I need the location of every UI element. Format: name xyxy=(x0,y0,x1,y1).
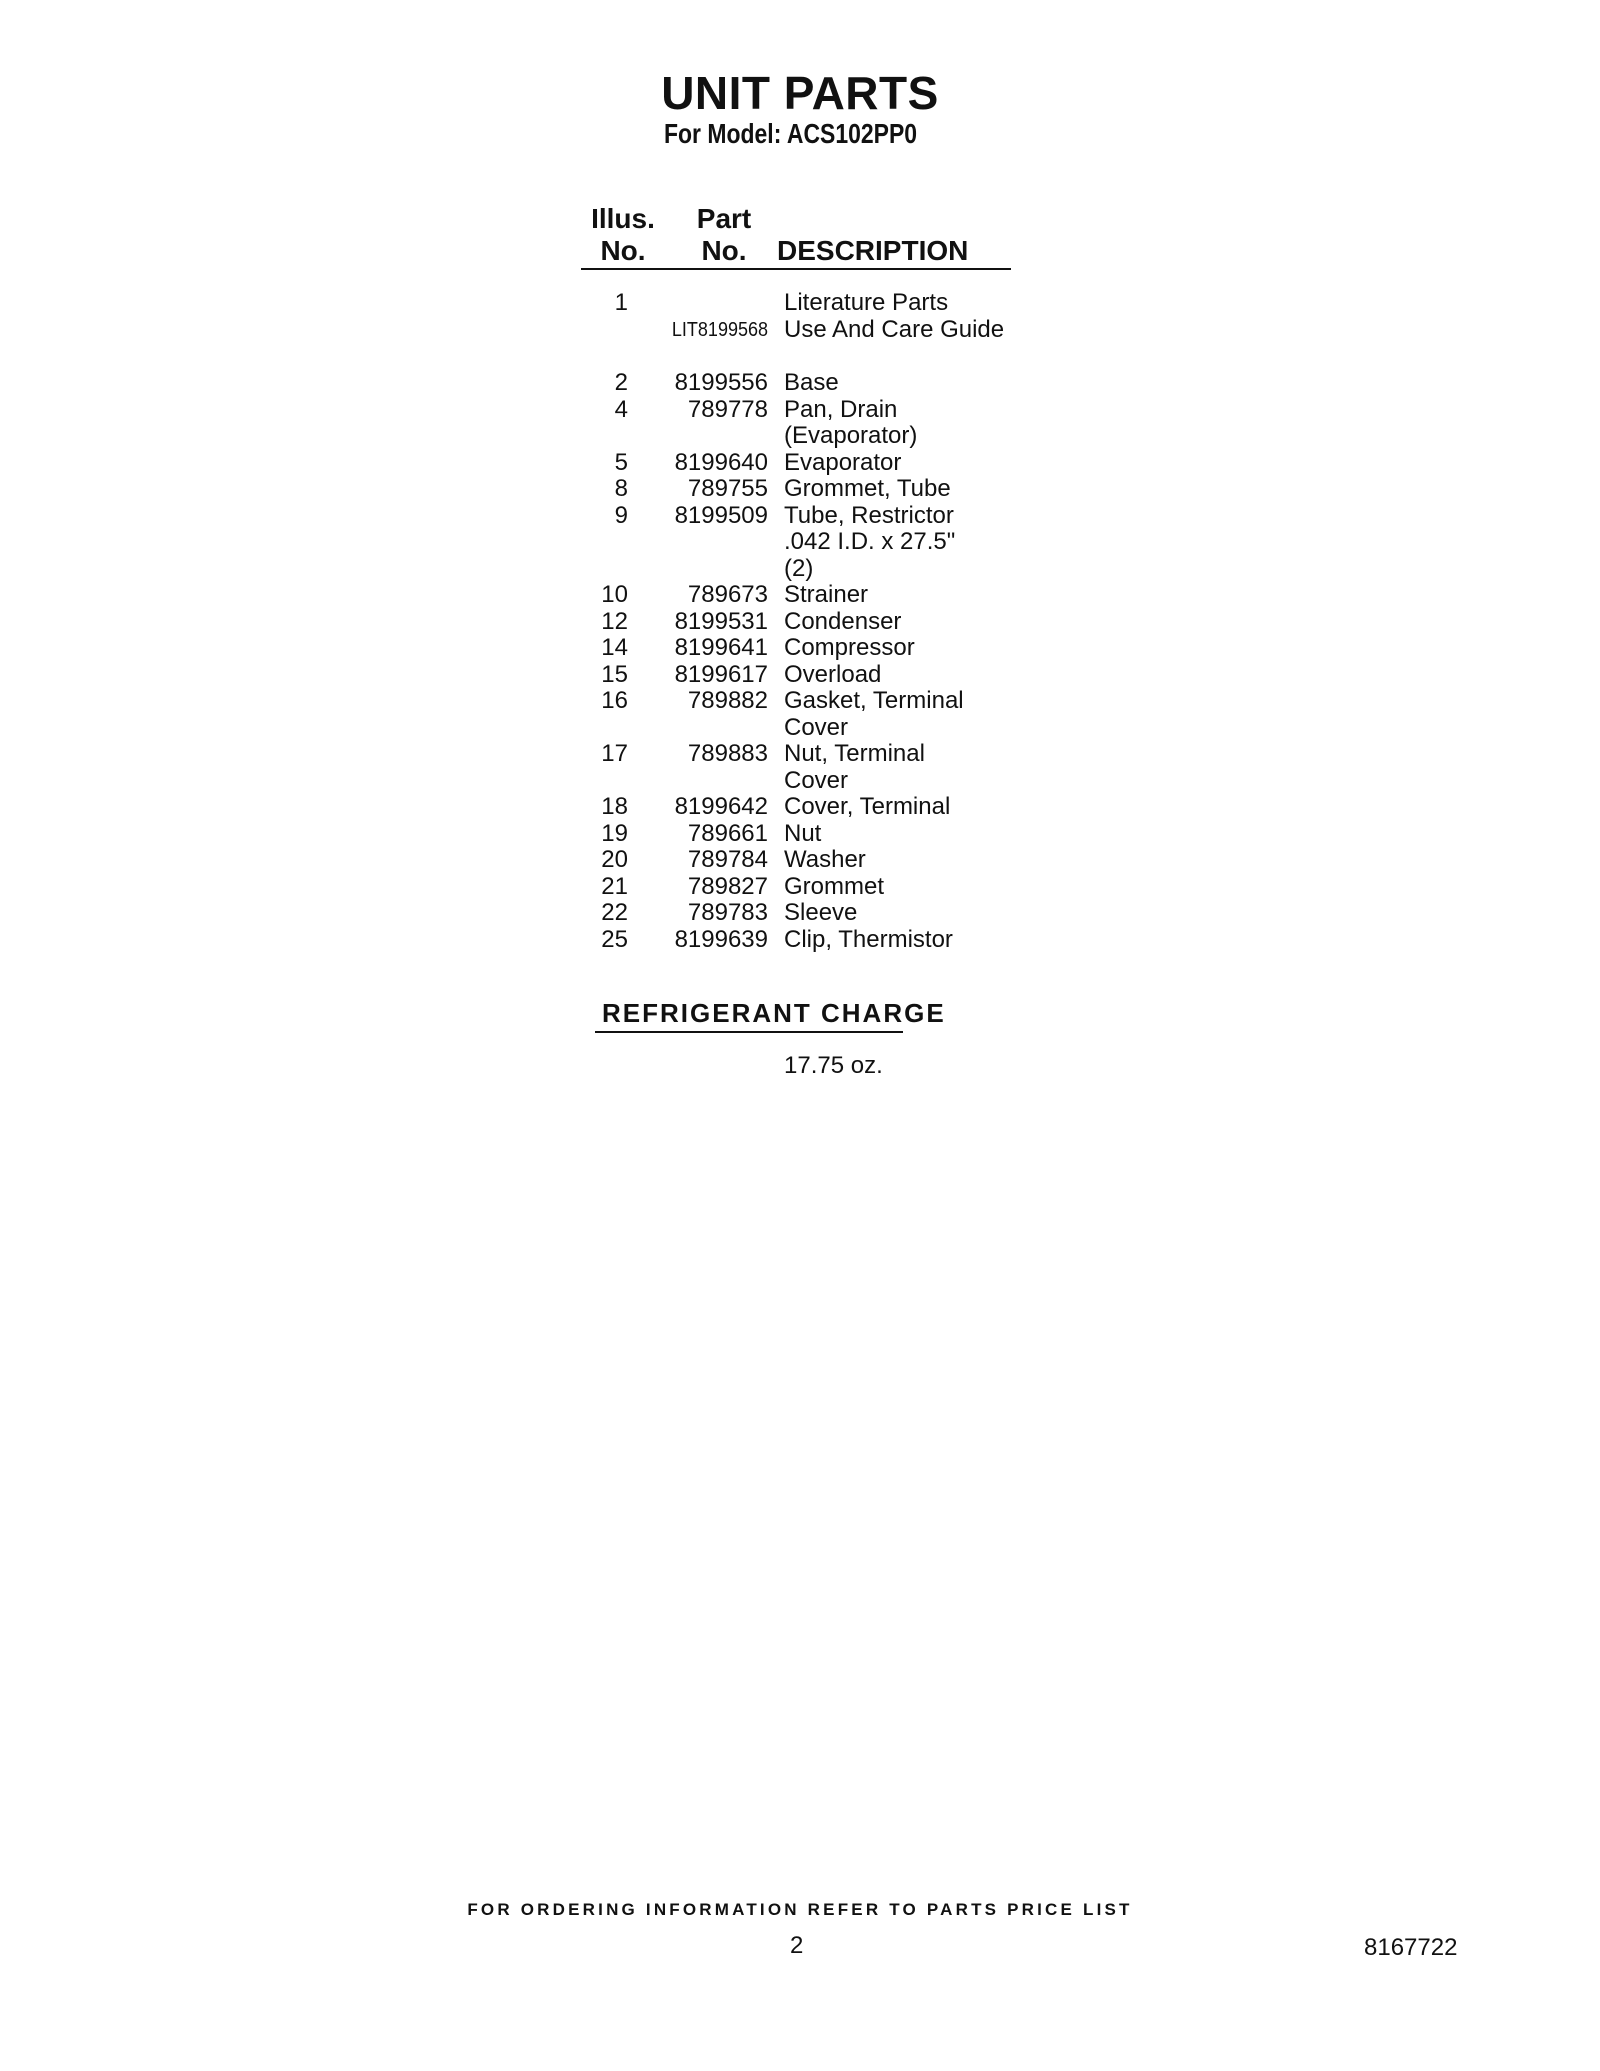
part-description: Compressor xyxy=(784,634,915,661)
part-description: Cover xyxy=(784,714,849,741)
part-header-line2: No. xyxy=(701,235,747,266)
illus-number: 5 xyxy=(614,449,628,476)
illus-number: 2 xyxy=(614,369,628,396)
parts-row xyxy=(0,370,1600,397)
part-number: 8199642 xyxy=(674,793,768,820)
part-description: Overload xyxy=(784,661,882,688)
part-number: 789827 xyxy=(687,873,768,900)
page-title: UNIT PARTS xyxy=(661,67,939,119)
parts-row xyxy=(0,874,1600,901)
parts-row xyxy=(0,662,1600,689)
parts-row xyxy=(0,476,1600,503)
parts-row xyxy=(0,397,1600,424)
part-description: Grommet xyxy=(784,873,885,900)
illus-number: 8 xyxy=(614,475,628,502)
parts-row xyxy=(0,821,1600,848)
part-number: 8199641 xyxy=(674,634,768,661)
part-description: Sleeve xyxy=(784,899,858,926)
illus-number: 18 xyxy=(601,793,628,820)
part-number: 8199639 xyxy=(674,926,768,953)
part-description: Nut xyxy=(784,820,822,847)
parts-row xyxy=(0,715,1600,742)
illus-number: 10 xyxy=(601,581,628,608)
part-description: Evaporator xyxy=(784,449,902,476)
part-description: Clip, Thermistor xyxy=(784,926,953,953)
part-description: (2) xyxy=(784,555,814,582)
parts-row xyxy=(0,635,1600,662)
illus-header-line1: Illus. xyxy=(591,203,655,234)
model-subtitle: For Model: ACS102PP0 xyxy=(664,118,918,149)
parts-row xyxy=(0,423,1600,450)
parts-row xyxy=(0,503,1600,530)
illus-number: 22 xyxy=(601,899,628,926)
part-number: 8199509 xyxy=(674,502,768,529)
illus-number: 21 xyxy=(601,873,628,900)
part-number: 8199640 xyxy=(674,449,768,476)
parts-row xyxy=(0,317,1600,344)
part-description: (Evaporator) xyxy=(784,422,918,449)
illus-number: 20 xyxy=(601,846,628,873)
parts-row xyxy=(0,847,1600,874)
illus-number: 17 xyxy=(601,740,628,767)
parts-row xyxy=(0,556,1600,583)
refrigerant-underline xyxy=(595,1031,903,1033)
part-description: Cover xyxy=(784,767,849,794)
part-number: 8199556 xyxy=(674,369,768,396)
part-number: 789784 xyxy=(687,846,768,873)
page-number: 2 xyxy=(790,1932,804,1959)
illus-number: 4 xyxy=(614,396,628,423)
part-description: Nut, Terminal xyxy=(784,740,925,767)
parts-row xyxy=(0,900,1600,927)
part-header-line1: Part xyxy=(696,203,752,234)
illus-no-header xyxy=(584,203,662,267)
part-number: 8199617 xyxy=(674,661,768,688)
illus-number: 1 xyxy=(614,289,628,316)
parts-row xyxy=(0,290,1600,317)
part-description: Washer xyxy=(784,846,866,873)
illus-number: 19 xyxy=(601,820,628,847)
illus-header-line2: No. xyxy=(600,235,646,266)
part-description: .042 I.D. x 27.5" xyxy=(784,528,956,555)
parts-row xyxy=(0,741,1600,768)
illus-number: 14 xyxy=(601,634,628,661)
header-underline xyxy=(581,268,1011,270)
parts-row xyxy=(0,609,1600,636)
part-description: Cover, Terminal xyxy=(784,793,951,820)
illus-number: 25 xyxy=(601,926,628,953)
parts-row xyxy=(0,794,1600,821)
part-description: Literature Parts xyxy=(784,289,949,316)
illus-number: 16 xyxy=(601,687,628,714)
part-description: Pan, Drain xyxy=(784,396,898,423)
parts-row xyxy=(0,927,1600,954)
part-number: 789783 xyxy=(687,899,768,926)
part-description: Base xyxy=(784,369,839,396)
part-number: LIT8199568 xyxy=(671,319,768,341)
part-number: 789673 xyxy=(687,581,768,608)
part-number: 789661 xyxy=(687,820,768,847)
ordering-info-note: FOR ORDERING INFORMATION REFER TO PARTS PRICE LIST xyxy=(467,1900,1133,1919)
part-number: 8199531 xyxy=(674,608,768,635)
illus-number: 15 xyxy=(601,661,628,688)
part-description: Strainer xyxy=(784,581,869,608)
description-header: DESCRIPTION xyxy=(777,235,969,266)
refrigerant-charge-heading: REFRIGERANT CHARGE xyxy=(602,998,946,1028)
part-number: 789883 xyxy=(687,740,768,767)
part-description: Use And Care Guide xyxy=(784,316,1005,343)
refrigerant-charge-value: 17.75 oz. xyxy=(784,1052,883,1079)
part-number: 789778 xyxy=(687,396,768,423)
illus-number: 12 xyxy=(601,608,628,635)
parts-row xyxy=(0,768,1600,795)
parts-row xyxy=(0,688,1600,715)
part-description: Condenser xyxy=(784,608,902,635)
part-number: 789882 xyxy=(687,687,768,714)
illus-number: 9 xyxy=(614,502,628,529)
parts-row xyxy=(0,529,1600,556)
parts-row xyxy=(0,582,1600,609)
part-description: Grommet, Tube xyxy=(784,475,951,502)
parts-row xyxy=(0,450,1600,477)
part-no-header xyxy=(684,203,764,267)
document-number: 8167722 xyxy=(1364,1934,1458,1961)
part-description: Tube, Restrictor xyxy=(784,502,954,529)
part-number: 789755 xyxy=(687,475,768,502)
part-description: Gasket, Terminal xyxy=(784,687,964,714)
